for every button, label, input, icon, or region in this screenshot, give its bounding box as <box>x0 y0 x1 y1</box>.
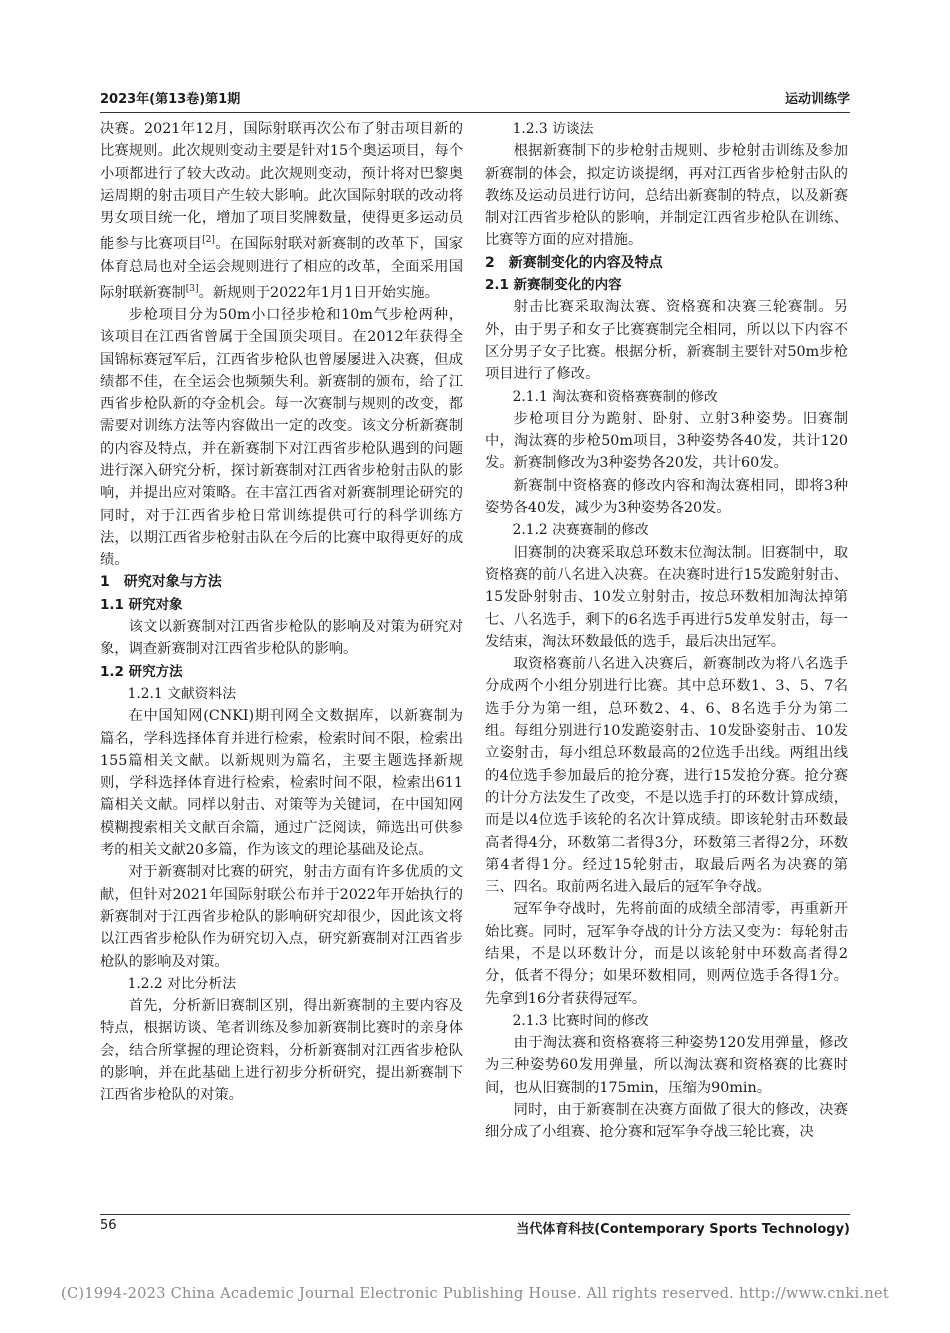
paragraph: 取资格赛前八名进入决赛后，新赛制改为将八名选手分成两个小组分别进行比赛。其中总环数1、3、5、7名选手分为第一组，总环数2、4、6、8名选手分为第二组。每组分别进行10发跪姿射击、10发卧姿射击、10发立姿射击，每小组总环数最高的2位选手出线。两组出线的4位选手参加最后的抢分赛，进行15发抢分赛。抢分赛的计分方法发生了改变，不是以选手打的环数计算成绩，而是以4位选手该轮的名次计算成绩。即该轮射击环数最高者得4分，环数第二者得3分，环数第三者得2分，环数第4者得1分。经过15轮射击，取最后两名为决赛的第三、四名。取前两名进入最后的冠军争夺战。 <box>485 656 848 896</box>
subsubsection-heading: 2.1.1 淘汰赛和资格赛赛制的修改 <box>512 388 718 405</box>
section-heading: 1 研究对象与方法 <box>100 574 222 591</box>
left-column <box>100 118 463 1107</box>
subsubsection-heading: 1.2.2 对比分析法 <box>127 975 237 992</box>
subsubsection-heading: 2.1.2 决赛赛制的修改 <box>512 522 649 539</box>
subsubsection-heading: 1.2.3 访谈法 <box>512 121 594 137</box>
header-rule <box>100 112 850 113</box>
footer-rule <box>100 1214 850 1215</box>
paragraph: 决赛。2021年12月，国际射联再次公布了射击项目新的比赛规则。此次规则变动主要是针对15个奥运项目，每个小项都进行了较大改动。此次规则变动，预计将对巴黎奥运周期的射击项目产生较大影响。此次国际射联的改动将男女项目统一化，增加了项目奖牌数量，使得更多运动员能参与比赛项目[2]。在国际射联对新赛制的改革下，国家体育总局也对全运会规则进行了相应的改革，全面采用国际射联新赛制[3]。新规则于2022年1月1日开始实施。 <box>100 121 463 301</box>
copyright-notice: (C)1994-2023 China Academic Journal Electronic Publishing House. All rights reserved. http://www.cnki.net <box>61 1286 889 1302</box>
subsection-heading: 2.1 新赛制变化的内容 <box>485 277 622 294</box>
citation[interactable]: [2] <box>202 235 215 246</box>
paragraph: 同时，由于新赛制在决赛方面做了很大的修改，决赛细分成了小组赛、抢分赛和冠军争夺战三轮比赛，决 <box>485 1102 848 1141</box>
journal-name: 当代体育科技(Contemporary Sports Technology) <box>516 1222 850 1237</box>
running-header <box>100 88 850 110</box>
page-number: 56 <box>100 1218 117 1233</box>
paragraph: 旧赛制的决赛采取总环数末位淘汰制。旧赛制中，取资格赛的前八名进入决赛。在决赛时进行15发跪射射击、15发卧射射击、10发立射射击，按总环数相加淘汰掉第七、八名选手，剩下的6名选手再进行5发单发射击，每一发结束，淘汰环数最低的选手，最后决出冠军。 <box>485 544 848 650</box>
subsection-heading: 1.1 研究对象 <box>100 596 183 613</box>
paragraph: 步枪项目分为50m小口径步枪和10m气步枪两种，该项目在江西省曾属于全国顶尖项目。在2012年获得全国锦标赛冠军后，江西省步枪队也曾屡屡进入决赛，但成绩都不佳，在全运会也频频失利。新赛制的颁布，给了江西省步枪队新的夺金机会。每一次赛制与规则的改变，都需要对训练方法等内容做出一定的改变。该文分析新赛制的内容及特点，并在新赛制下对江西省步枪队遇到的问题进行深入研究分析，探讨新赛制对江西省步枪射击队的影响，并提出应对策略。在丰富江西省对新赛制理论研究的同时，对于江西省步枪日常训练提供可行的科学训练方法，以期江西省步枪射击队在今后的比赛中取得更好的成绩。 <box>100 306 463 569</box>
subsubsection-heading: 2.1.3 比赛时间的修改 <box>512 1012 649 1029</box>
header-section: 运动训练学 <box>784 92 850 107</box>
paragraph: 首先，分析新旧赛制区别，得出新赛制的主要内容及特点，根据访谈、笔者训练及参加新赛制比赛时的亲身体会，结合所掌握的理论资料，分析新赛制对江西省步枪队的影响，并在此基础上进行初步分析研究，提出新赛制下江西省步枪队的对策。 <box>100 998 463 1104</box>
right-column <box>485 118 848 1144</box>
paragraph: 冠军争夺战时，先将前面的成绩全部清零，再重新开始比赛。同时，冠军争夺战的计分方法又变为：每轮射击结果，不是以环数计分，而是以该轮射中环数高者得2分，低者不得分；如果环数相同，则两位选手各得1分。先拿到16分者获得冠军。 <box>485 901 848 1007</box>
citation[interactable]: [3] <box>185 283 199 294</box>
paragraph: 根据新赛制下的步枪射击规则、步枪射击训练及参加新赛制的体会，拟定访谈提纲，再对江西省步枪射击队的教练及运动员进行访问，总结出新赛制的特点，以及新赛制对江西省步枪队的影响，并制定江西省步枪队在训练、比赛等方面的应对措施。 <box>485 143 848 249</box>
subsection-heading: 1.2 研究方法 <box>100 663 183 680</box>
header-issue: 2023年(第13卷)第1期 <box>100 92 241 107</box>
paragraph: 由于淘汰赛和资格赛将三种姿势120发用弹量，修改为三种姿势60发用弹量，所以淘汰赛和资格赛的比赛时间，也从旧赛制的175min，压缩为90min。 <box>485 1035 848 1096</box>
running-footer <box>100 1218 850 1240</box>
paragraph: 步枪项目分为跪射、卧射、立射3种姿势。旧赛制中，淘汰赛的步枪50m项目，3种姿势各40发，共计120发。新赛制修改为3种姿势各20发，共计60发。 <box>485 410 848 472</box>
paragraph: 该文以新赛制对江西省步枪队的影响及对策为研究对象，调查新赛制对江西省步枪队的影响。 <box>100 619 463 658</box>
section-heading: 2 新赛制变化的内容及特点 <box>485 254 663 271</box>
subsubsection-heading: 1.2.1 文献资料法 <box>127 685 237 702</box>
paragraph: 对于新赛制对比赛的研究，射击方面有许多优质的文献，但针对2021年国际射联公布并于2022年开始执行的新赛制对于江西省步枪队的影响研究却很少，因此该文将以江西省步枪队作为研究切入点，研究新赛制对江西省步枪队的影响及对策。 <box>100 864 463 970</box>
paragraph: 新赛制中资格赛的修改内容和淘汰赛相同，即将3种姿势各40发，减少为3种姿势各20发。 <box>485 477 848 517</box>
paragraph: 在中国知网(CNKI)期刊网全文数据库，以新赛制为篇名，学科选择体育并进行检索，检索时间不限，检索出155篇相关文献。以新规则为篇名，主要主题选择新规则，学科选择体育进行检索，检索时间不限，检索出611篇相关文献。同样以射击、对策等为关键词，在中国知网模糊搜索相关文献百余篇，通过广泛阅读，筛选出可供参考的相关文献20多篇，作为该文的理论基础及论点。 <box>100 708 463 859</box>
paragraph: 射击比赛采取淘汰赛、资格赛和决赛三轮赛制。另外，由于男子和女子比赛赛制完全相同，所以以下内容不区分男子女子比赛。根据分析，新赛制主要针对50m步枪项目进行了修改。 <box>485 299 848 383</box>
